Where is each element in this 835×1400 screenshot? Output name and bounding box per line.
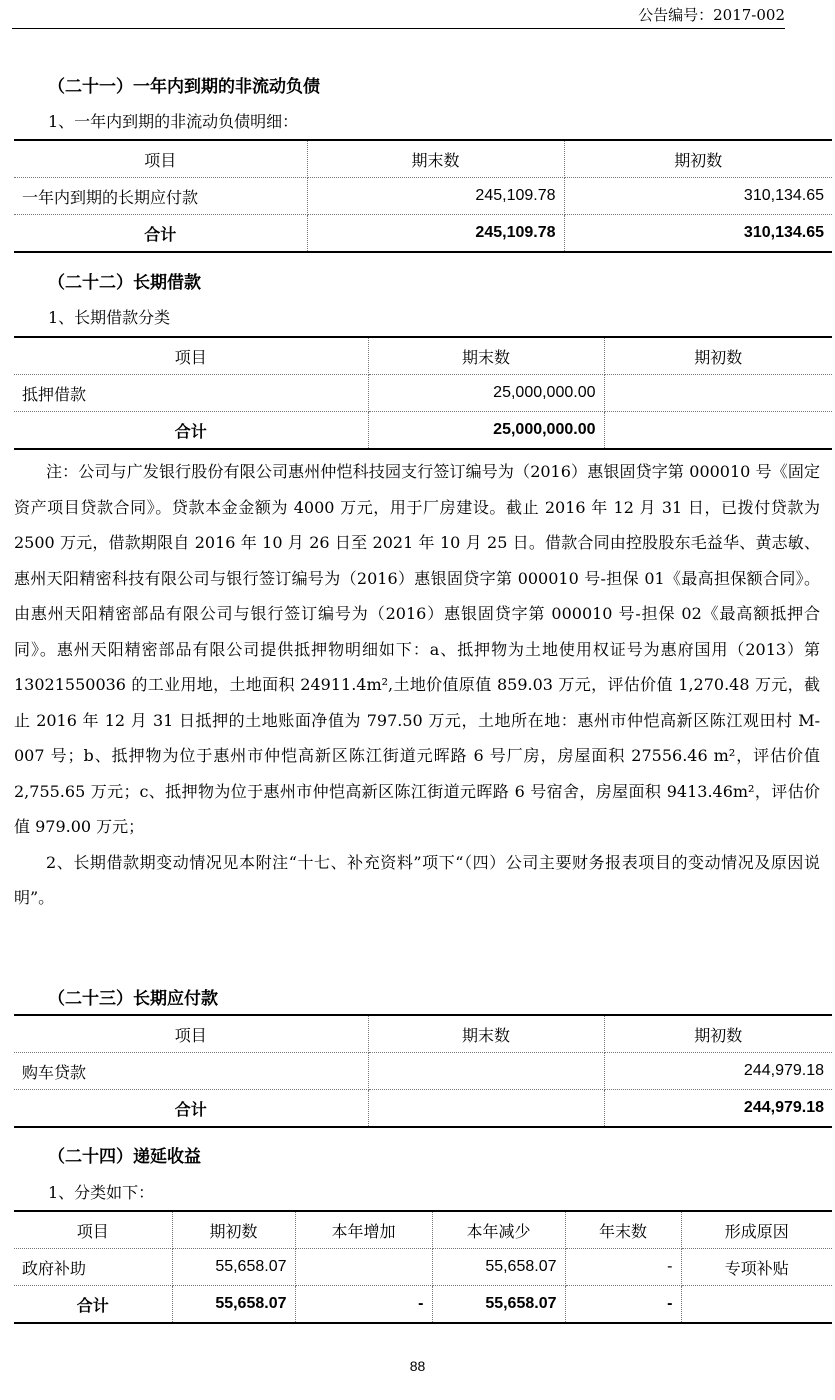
page-number: 88 [409, 1358, 426, 1374]
col-header: 期末数 [307, 140, 564, 178]
cell: 25,000,000.00 [368, 412, 604, 450]
cell: - [295, 1286, 432, 1324]
col-header: 期初数 [172, 1211, 295, 1249]
table-row [14, 1053, 832, 1090]
cell: 合计 [14, 1090, 368, 1128]
cell: - [565, 1286, 681, 1324]
table-long-term-payables [14, 1014, 832, 1128]
section-22-title: （二十二）长期借款 [48, 273, 201, 293]
cell: 244,979.18 [604, 1090, 832, 1128]
cell: 310,134.65 [564, 178, 832, 215]
table-header-row [14, 337, 832, 375]
loan-change-paragraph: 2、长期借款期变动情况见本附注“十七、补充资料”项下“（四）公司主要财务报表项目的变动情况及原因说明”。 [14, 852, 820, 907]
col-header: 项目 [14, 337, 368, 375]
cell [604, 375, 832, 412]
cell: 245,109.78 [307, 178, 564, 215]
cell: 55,658.07 [432, 1286, 565, 1324]
col-header: 项目 [14, 1015, 368, 1053]
total-row [14, 412, 832, 450]
cell: 310,134.65 [564, 215, 832, 253]
cell: 55,658.07 [172, 1249, 295, 1286]
loan-note-paragraph: 注：公司与广发银行股份有限公司惠州仲恺科技园支行签订编号为（2016）惠银固贷字第 000010 号《固定资产项目贷款合同》。贷款本金金额为 4000 万元，用于厂房建设。截止 2016 年 12 月 31 日，已拨付贷款为 2500 万元，借款期限自 2016 年 10 月 26 日至 2021 年 10 月 25 日。借款合同由控股股东毛益华、黄志敏、惠州天阳精密科技有限公司与银行签订编号为（2016）惠银固贷字第 000010 号-担保 01《最高担保额合同》。由惠州天阳精密部品有限公司与银行签订编号为（2016）惠银固贷字第 000010 号-担保 02《最高额抵押合同》。惠州天阳精密部品有限公司提供抵押物明细如下：a、抵押物为土地使用权证号为惠府国用（2013）第 13021550036 的工业用地，土地面积 24911.4m²,土地价值原值 859.03 万元，评估价值 1,270.48 万元，截止 2016 年 12 月 31 日抵押的土地账面净值为 797.50 万元，土地所在地：惠州市仲恺高新区陈江观田村 M-007 号；b、抵押物为位于惠州市仲恺高新区陈江街道元晖路 6 号厂房，房屋面积 27556.46 m²，评估价值 2,755.65 万元；c、抵押物为位于惠州市仲恺高新区陈江街道元晖路 6 号宿舍，房屋面积 9413.46m²，评估价值 979.00 万元； [14, 462, 820, 836]
col-header: 年末数 [565, 1211, 681, 1249]
doc-number: 公告编号：2017-002 [638, 6, 785, 24]
col-header: 形成原因 [681, 1211, 832, 1249]
col-header: 期初数 [604, 1015, 832, 1053]
cell: 25,000,000.00 [368, 375, 604, 412]
table-row [14, 375, 832, 412]
cell: 244,979.18 [604, 1053, 832, 1090]
table-deferred-income [14, 1210, 832, 1324]
section-24-subtitle: 1、分类如下： [48, 1183, 155, 1202]
page-header [12, 0, 785, 29]
col-header: 期末数 [368, 337, 604, 375]
col-header: 期末数 [368, 1015, 604, 1053]
col-header: 期初数 [604, 337, 832, 375]
section-21-subtitle: 1、一年内到期的非流动负债明细： [48, 112, 299, 131]
section-21-title: （二十一）一年内到期的非流动负债 [48, 77, 320, 97]
total-row [14, 1090, 832, 1128]
cell: 合计 [14, 412, 368, 450]
section-24-title: （二十四）递延收益 [48, 1147, 201, 1167]
table-current-noncurrent-liabilities [14, 139, 832, 253]
table-row [14, 178, 832, 215]
cell: 政府补助 [14, 1249, 172, 1286]
total-row [14, 1286, 832, 1324]
cell: - [565, 1249, 681, 1286]
cell: 合计 [14, 215, 307, 253]
table-header-row [14, 1211, 832, 1249]
table-row [14, 1249, 832, 1286]
cell: 合计 [14, 1286, 172, 1324]
cell [295, 1249, 432, 1286]
cell [681, 1286, 832, 1324]
cell [368, 1090, 604, 1128]
cell: 专项补贴 [681, 1249, 832, 1286]
table-long-term-loans [14, 336, 832, 450]
col-header: 项目 [14, 1211, 172, 1249]
col-header: 本年减少 [432, 1211, 565, 1249]
cell: 55,658.07 [432, 1249, 565, 1286]
col-header: 本年增加 [295, 1211, 432, 1249]
cell: 抵押借款 [14, 375, 368, 412]
total-row [14, 215, 832, 253]
cell: 购车贷款 [14, 1053, 368, 1090]
col-header: 期初数 [564, 140, 832, 178]
table-header-row [14, 140, 832, 178]
section-22-subtitle: 1、长期借款分类 [48, 308, 171, 327]
section-23-title: （二十三）长期应付款 [48, 989, 218, 1009]
cell: 一年内到期的长期应付款 [14, 178, 307, 215]
col-header: 项目 [14, 140, 307, 178]
loan-notes [14, 454, 820, 916]
cell: 55,658.07 [172, 1286, 295, 1324]
cell [368, 1053, 604, 1090]
cell [604, 412, 832, 450]
table-header-row [14, 1015, 832, 1053]
cell: 245,109.78 [307, 215, 564, 253]
